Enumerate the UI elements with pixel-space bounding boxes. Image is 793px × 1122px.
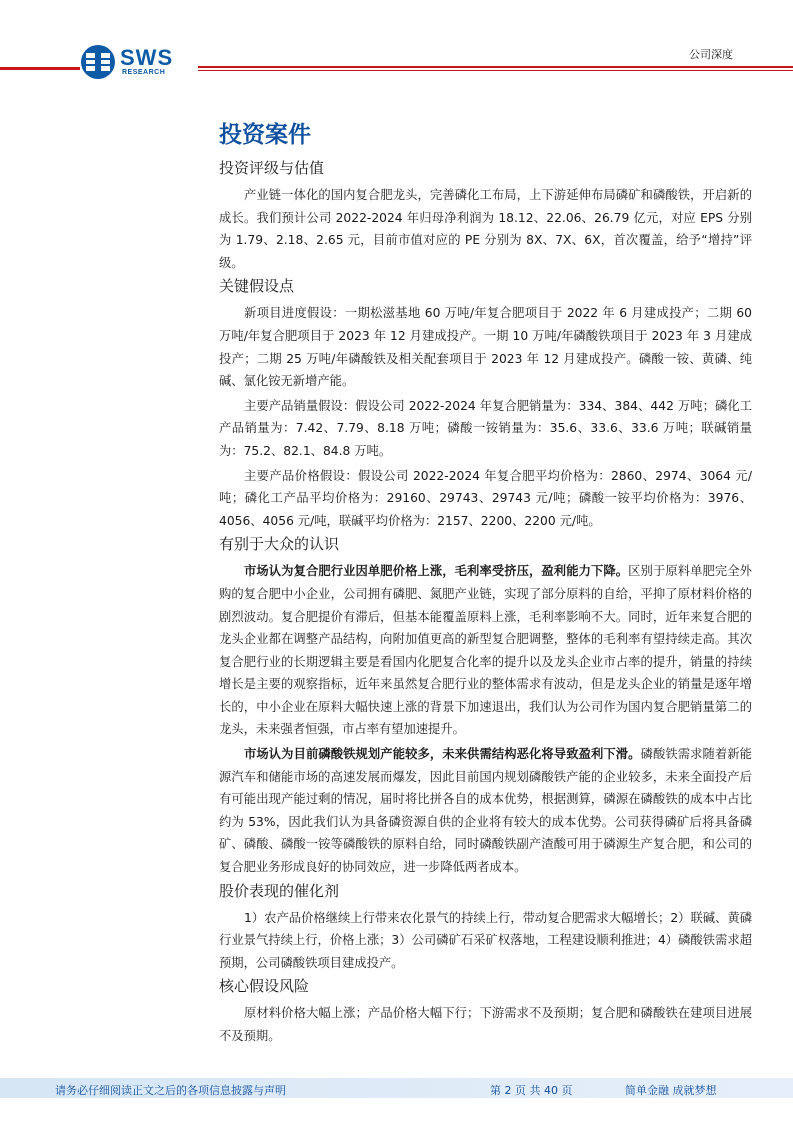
section [219,532,752,878]
section-title: 关键假设点 [219,277,295,296]
logo-text: SWS [120,45,174,70]
header-rule-right-thin [198,70,793,71]
sections-container [219,156,752,1048]
paragraph [219,907,752,975]
page-header [0,0,793,90]
paragraph [219,302,752,392]
sws-logo-mark-icon [80,44,116,80]
header-rule-right [198,66,793,68]
section [219,274,752,532]
section-title: 投资评级与估值 [219,159,325,177]
header-rule-left [0,67,80,70]
paragraph-text: 区别于原料单肥完全外购的复合肥中小企业，公司拥有磷肥、氮肥产业链，实现了部分原料的自给，平抑了原材料价格的剧烈波动。复合肥提价有滞后，但基本能覆盖原料上涨，毛利率影响不大。同时，近年来复合肥的龙头企业都在调整产品结构，向附加值更高的新型复合肥调整，整体的毛利率有望持续走高。其次复合肥行业的长期逻辑主要是看国内化肥复合化率的提升以及龙头企业市占率的提升，销量的持续增长是主要的观察指标，近年来虽然复合肥行业的整体需求有波动，但是龙头企业的销量是逐年增长的，中小企业在原料大幅快速上涨的背景下加速退出，我们认为公司作为国内复合肥销量第二的龙头，未来强者恒强，市占率有望加速提升。 [219,564,752,737]
paragraph-text: 产业链一体化的国内复合肥龙头，完善磷化工布局，上下游延伸布局磷矿和磷酸铁，开启新的成长。我们预计公司 2022-2024 年归母净利润为 18.12、22.06、26.79 亿元，对应 EPS 分别为 1.79、2.18、2.65 元，目前市值对应的 PE 分别为 8X、7X、6X，首次覆盖，给予“增持”评级。 [219,188,752,270]
section-title: 有别于大众的认识 [219,535,340,554]
paragraph [219,560,752,741]
report-type-tag: 公司深度 [689,48,733,61]
paragraph-text: 主要产品价格假设：假设公司 2022-2024 年复合肥平均价格为：2860、2974、3064 元/吨；磷化工产品平均价格为：29160、29743、29743 元/吨；磷酸一铵平均价格为：3976、4056、4056 元/吨，联碱平均价格为：2157、2200、2200 元/吨。 [219,468,752,528]
section [219,974,752,1047]
section [219,879,752,975]
report-body [219,120,752,1048]
paragraph [219,465,752,533]
section [219,156,752,274]
paragraph-highlight: 市场认为目前磷酸铁规划产能较多，未来供需结构恶化将导致盈利下滑。 [244,747,641,762]
paragraph-highlight: 市场认为复合肥行业因单肥价格上涨，毛利率受挤压，盈利能力下降。 [244,564,629,579]
section-title: 核心假设风险 [219,977,310,996]
paragraph [219,395,752,463]
paragraph-text: 原材料价格大幅上涨；产品价格大幅下行；下游需求不及预期；复合肥和磷酸铁在建项目进展不及预期。 [219,1006,752,1043]
logo-subtext: RESEARCH [122,69,166,76]
paragraph-text: 磷酸铁需求随着新能源汽车和储能市场的高速发展而爆发，因此目前国内规划磷酸铁产能的企业较多，未来全面投产后有可能出现产能过剩的情况，届时将比拼各自的成本优势，根据测算，磷源在磷酸铁的成本中占比约为 53%，因此我们认为具备磷资源自供的企业将有较大的成本优势。公司获得磷矿后将具备磷矿、磷酸、磷酸一铵等磷酸铁的原料自给，同时磷酸铁副产渣酸可用于磷源生产复合肥，和公司的复合肥业务形成良好的协同效应，进一步降低两者成本。 [219,747,752,875]
page-title: 投资案件 [219,122,311,148]
footer-page-number: 第 2 页 共 40 页 [490,1084,573,1097]
paragraph-text: 新项目进度假设：一期松滋基地 60 万吨/年复合肥项目于 2022 年 6 月建成投产；二期 60 万吨/年复合肥项目于 2023 年 12 月建成投产。一期 10 万吨/年磷酸铁项目于 2023 年 3 月建成投产；二期 25 万吨/年磷酸铁及相关配套项目于 2023 年 12 月建成投产。磷酸一铵、黄磷、纯碱、氯化铵无新增产能。 [219,306,752,389]
section-title: 股价表现的催化剂 [219,881,340,900]
paragraph-text: 主要产品销量假设：假设公司 2022-2024 年复合肥销量为：334、384、442 万吨；磷化工产品销量为：7.42、7.79、8.18 万吨；磷酸一铵销量为：35.6、33.6、33.6 万吨；联碱销量为：75.2、82.1、84.8 万吨。 [219,398,752,458]
paragraph [219,184,752,274]
paragraph [219,1002,752,1047]
paragraph-text: 1）农产品价格继续上行带来农化景气的持续上行，带动复合肥需求大幅增长；2）联碱、黄磷行业景气持续上行，价格上涨；3）公司磷矿石采矿权落地，工程建设顺利推进；4）磷酸铁需求超预期，公司磷酸铁项目建成投产。 [219,910,752,970]
footer-disclaimer: 请务必仔细阅读正文之后的各项信息披露与声明 [55,1084,286,1097]
sws-logo [80,44,190,80]
paragraph [219,743,752,879]
footer-slogan: 简单金融 成就梦想 [625,1084,717,1097]
